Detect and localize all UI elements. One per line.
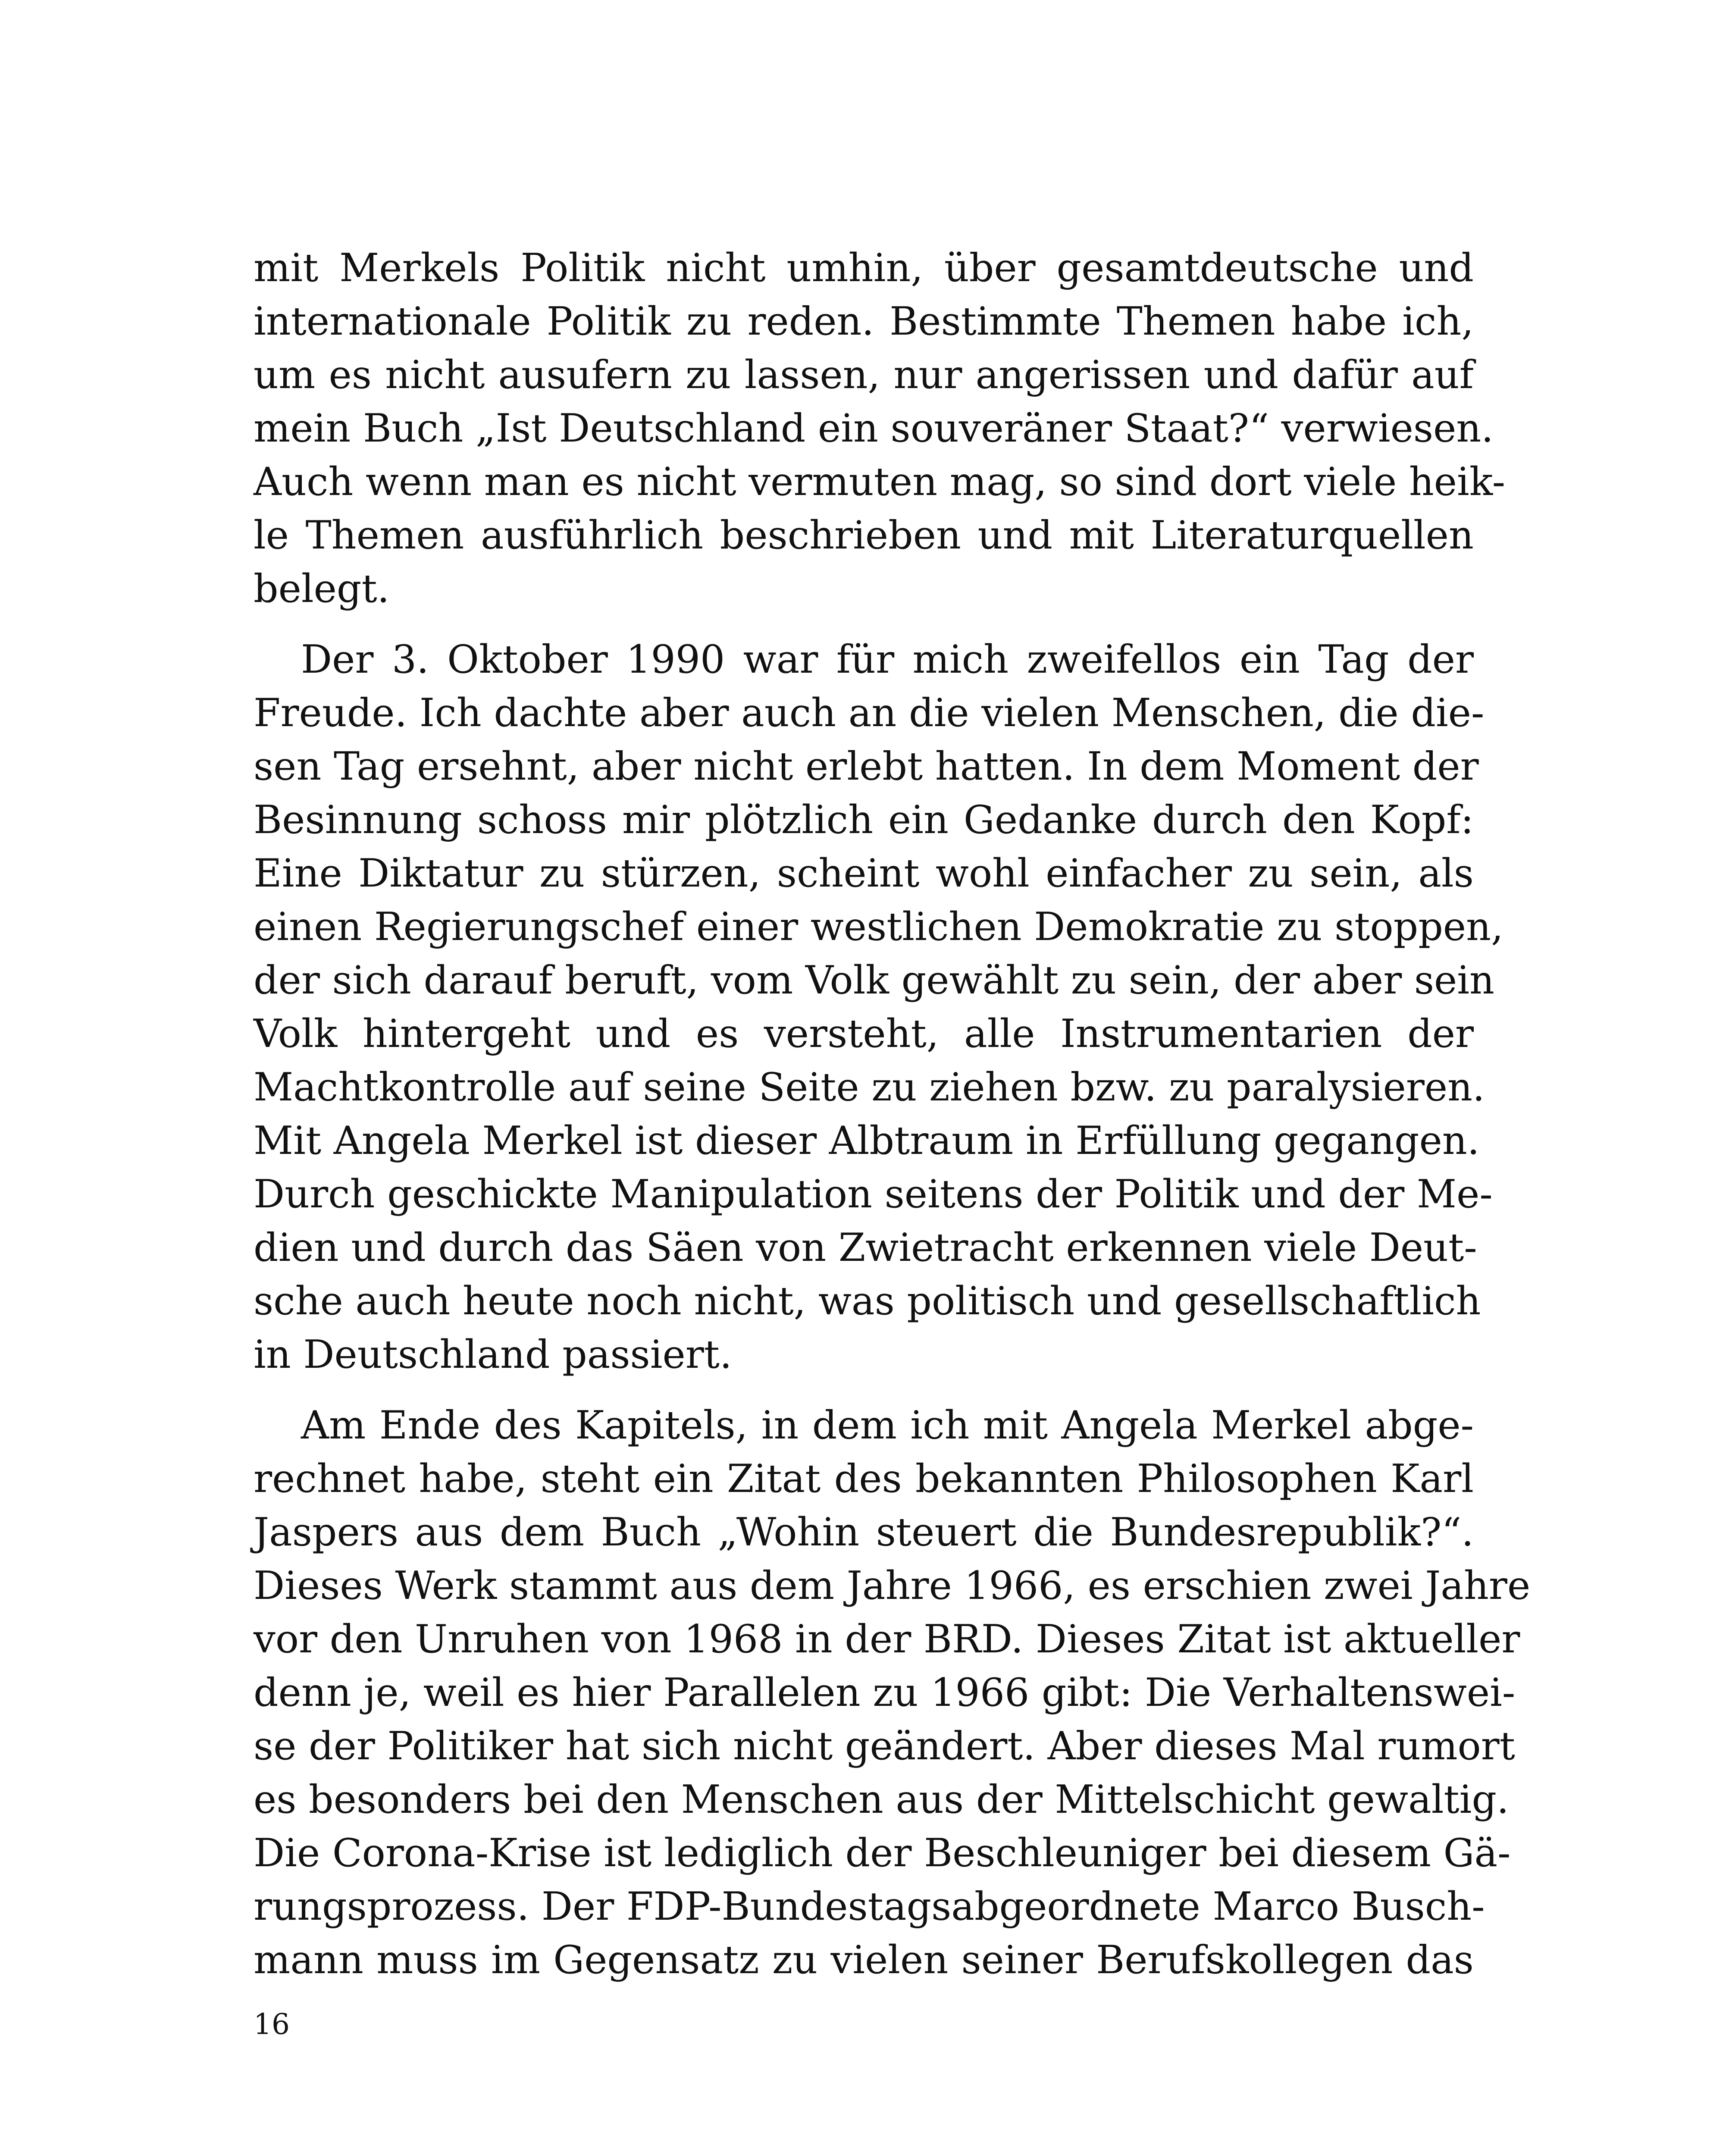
- text-line: belegt.: [254, 566, 390, 611]
- text-line: Eine Diktatur zu stürzen, scheint wohl einfacher zu sein, als: [254, 851, 1474, 896]
- text-line: Durch geschickte Manipulation seitens der Politik und der Me-: [254, 1172, 1493, 1217]
- text-line: Machtkontrolle auf seine Seite zu ziehen bzw. zu paralysieren.: [254, 1065, 1485, 1110]
- paragraph-2: [254, 633, 1503, 1382]
- text-line: einen Regierungschef einer westlichen Demokratie zu stoppen,: [254, 904, 1503, 950]
- text-line: sche auch heute noch nicht, was politisch und gesellschaftlich: [254, 1279, 1481, 1324]
- text-line: in Deutschland passiert.: [254, 1332, 732, 1377]
- text-line: Auch wenn man es nicht vermuten mag, so sind dort viele heik-: [254, 459, 1506, 505]
- text-line: mann muss im Gegensatz zu vielen seiner Berufskollegen das: [254, 1937, 1474, 1983]
- text-line: Der 3. Oktober 1990 war für mich zweifellos ein Tag der: [301, 637, 1474, 682]
- text-line: mein Buch „Ist Deutschland ein souveräner Staat?“ verwiesen.: [254, 406, 1494, 451]
- text-line: Die Corona-Krise ist lediglich der Beschleuniger bei diesem Gä-: [254, 1830, 1511, 1876]
- text-line: Volk hintergeht und es versteht, alle Instrumentarien der: [254, 1011, 1474, 1056]
- text-line: Freude. Ich dachte aber auch an die vielen Menschen, die die-: [254, 690, 1485, 736]
- text-line: Besinnung schoss mir plötzlich ein Gedanke durch den Kopf:: [254, 797, 1474, 843]
- text-line: le Themen ausführlich beschrieben und mit Literaturquellen: [254, 513, 1474, 558]
- text-line: Mit Angela Merkel ist dieser Albtraum in Erfüllung gegangen.: [254, 1118, 1480, 1163]
- text-line: rechnet habe, steht ein Zitat des bekannten Philosophen Karl: [254, 1456, 1474, 1501]
- paragraph-3: [254, 1399, 1531, 1987]
- body-text: [254, 241, 1531, 2004]
- text-line: vor den Unruhen von 1968 in der BRD. Dieses Zitat ist aktueller: [254, 1617, 1520, 1662]
- text-line: rungsprozess. Der FDP-Bundestagsabgeordnete Marco Busch-: [254, 1884, 1485, 1929]
- text-line: sen Tag ersehnt, aber nicht erlebt hatten. In dem Moment der: [254, 744, 1479, 789]
- text-line: se der Politiker hat sich nicht geändert. Aber dieses Mal rumort: [254, 1724, 1515, 1769]
- text-line: Am Ende des Kapitels, in dem ich mit Angela Merkel abge-: [301, 1403, 1474, 1448]
- text-line: Jaspers aus dem Buch „Wohin steuert die Bundesrepublik?“.: [254, 1510, 1474, 1555]
- text-line: internationale Politik zu reden. Bestimmte Themen habe ich,: [254, 299, 1474, 344]
- text-line: dien und durch das Säen von Zwietracht erkennen viele Deut-: [254, 1225, 1477, 1270]
- text-line: mit Merkels Politik nicht umhin, über gesamtdeutsche und: [254, 245, 1474, 291]
- text-line: es besonders bei den Menschen aus der Mittelschicht gewaltig.: [254, 1777, 1509, 1822]
- paragraph-1: [254, 241, 1506, 616]
- text-line: um es nicht ausufern zu lassen, nur angerissen und dafür auf: [254, 352, 1474, 398]
- text-line: Dieses Werk stammt aus dem Jahre 1966, es erschien zwei Jahre: [254, 1563, 1531, 1608]
- text-line: der sich darauf beruft, vom Volk gewählt zu sein, der aber sein: [254, 958, 1495, 1003]
- text-line: denn je, weil es hier Parallelen zu 1966 gibt: Die Verhaltenswei-: [254, 1670, 1516, 1715]
- page-number: 16: [254, 2008, 290, 2041]
